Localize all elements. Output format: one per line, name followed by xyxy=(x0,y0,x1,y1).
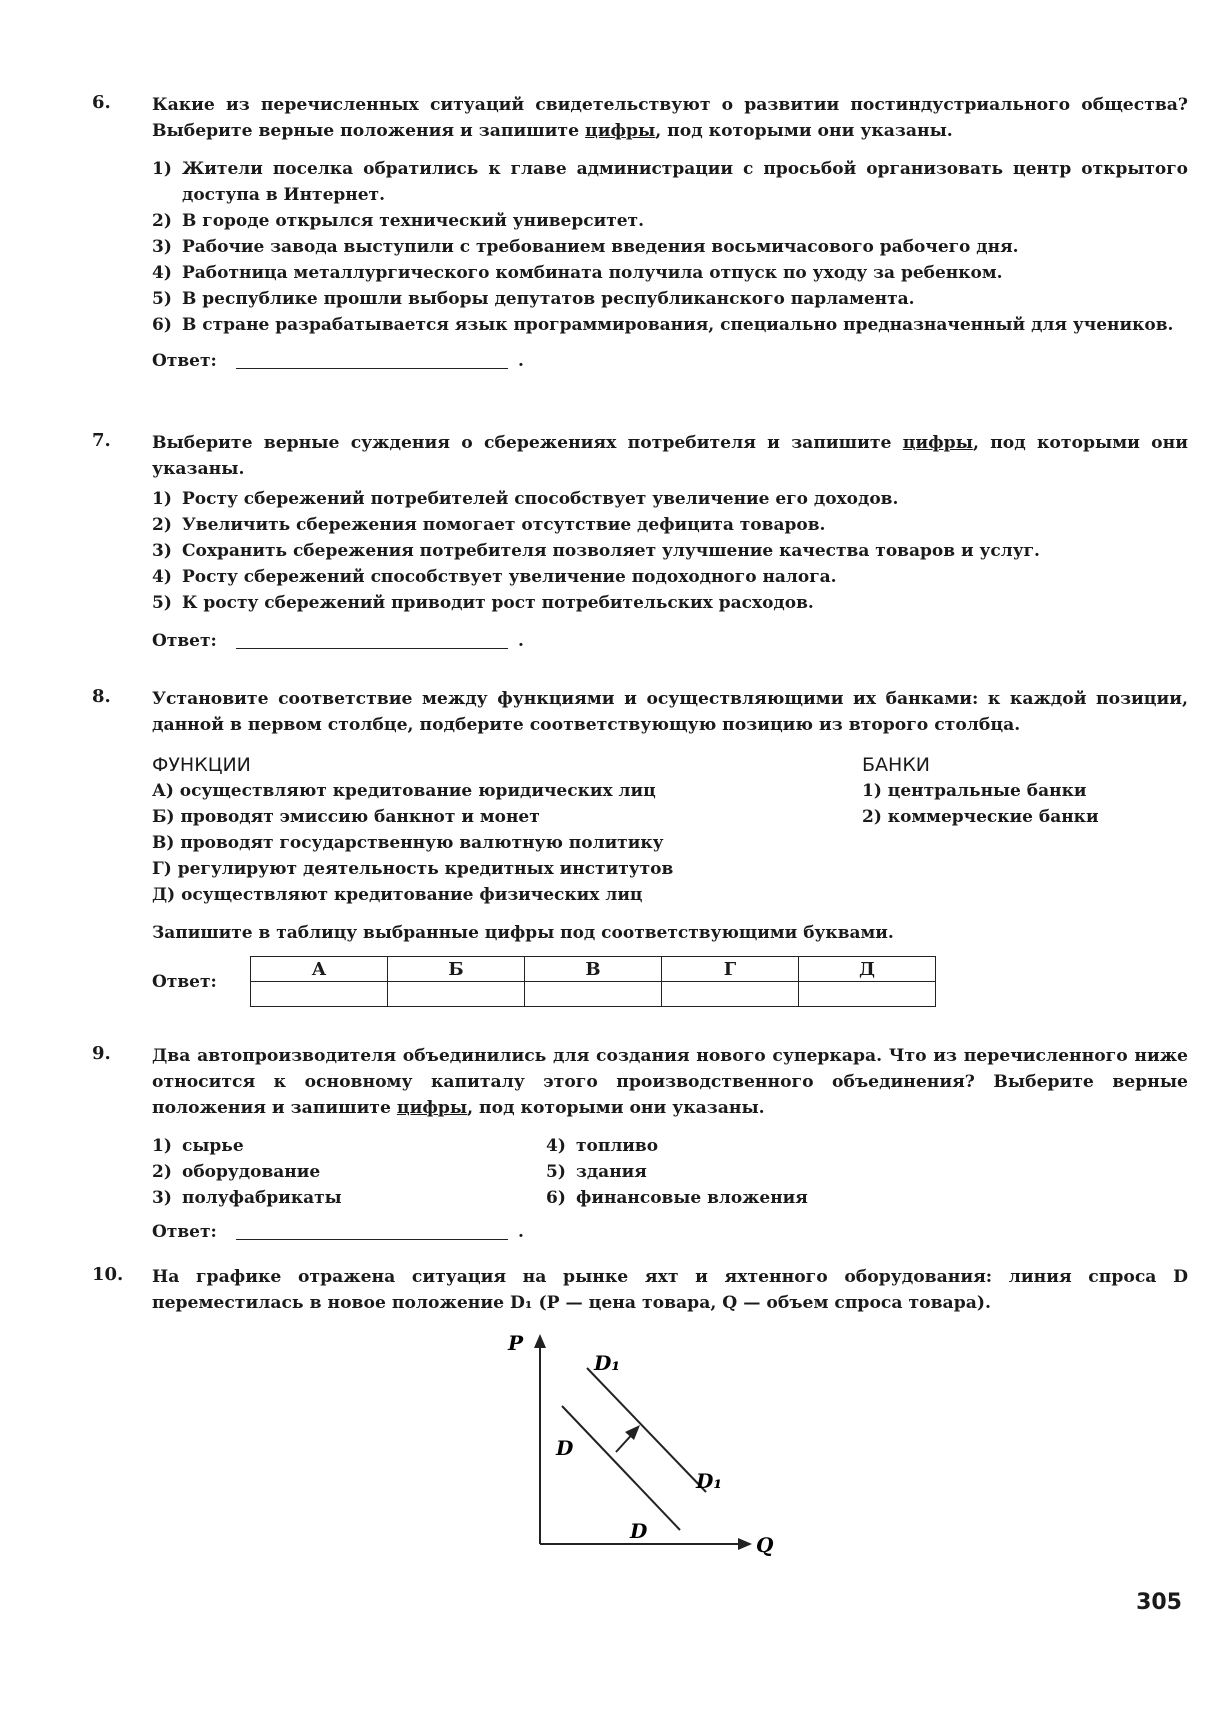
demand-shift-graph xyxy=(490,1330,780,1560)
list-item: 2) коммерческие банки xyxy=(862,807,1099,827)
table-header-cell: Б xyxy=(388,957,525,982)
answer-field[interactable]: Ответ: . xyxy=(152,1222,524,1242)
task-number: 8. xyxy=(92,686,111,707)
list-item: 2) В городе открылся технический университет. xyxy=(152,211,644,231)
list-item: 1) Жители поселка обратились к главе администрации с просьбой организовать центр открытого доступа в Интернет. xyxy=(152,159,1188,205)
line-label-d1: D₁ xyxy=(594,1351,621,1375)
line-label-d: D xyxy=(556,1436,574,1460)
task-number: 9. xyxy=(92,1043,111,1064)
line-label-d: D xyxy=(630,1519,648,1543)
emphasis-word: цифры xyxy=(396,1098,468,1118)
list-item: 1) центральные банки xyxy=(862,781,1087,801)
options-list xyxy=(152,156,1188,338)
answer-line[interactable] xyxy=(236,1239,508,1240)
options-list xyxy=(152,486,1188,616)
task-question: Выберите верные суждения о сбережениях потребителя и запишите цифры, под которыми они указаны. xyxy=(152,433,1188,479)
y-axis-arrow-icon xyxy=(534,1334,546,1348)
list-item: 5) К росту сбережений приводит рост потребительских расходов. xyxy=(152,593,814,613)
list-item: Д) осуществляют кредитование физических лиц xyxy=(152,885,643,905)
list-item: Б) проводят эмиссию банкнот и монет xyxy=(152,807,540,827)
answer-label: Ответ: xyxy=(152,631,217,651)
answer-cell[interactable] xyxy=(525,982,662,1007)
answer-label: Ответ: xyxy=(152,351,217,371)
banks-column xyxy=(862,752,1192,830)
list-item: 6) В стране разрабатывается язык программирования, специально предназначенный для учеников. xyxy=(152,315,1174,335)
list-item: 2) оборудование xyxy=(152,1162,321,1182)
list-item: 3) Сохранить сбережения потребителя позволяет улучшение качества товаров и услуг. xyxy=(152,541,1040,561)
answer-cell[interactable] xyxy=(388,982,525,1007)
task-number: 10. xyxy=(92,1264,124,1285)
list-item: 4) Росту сбережений способствует увеличение подоходного налога. xyxy=(152,567,837,587)
task-number: 7. xyxy=(92,430,111,451)
task-question: Два автопроизводителя объединились для создания нового суперкара. Что из перечисленного ниже относится к основному капиталу этого производственного объединения? Выберите верные положения и запишите цифры, под которыми они указаны. xyxy=(152,1046,1188,1118)
task-question: Какие из перечисленных ситуаций свидетельствуют о развитии постиндустриального общества? Выберите верные положения и запишите цифры, под которыми они указаны. xyxy=(152,95,1188,141)
list-item: 4) Работница металлургического комбината получила отпуск по уходу за ребенком. xyxy=(152,263,1003,283)
task-6 xyxy=(92,92,1188,374)
x-axis-arrow-icon xyxy=(738,1538,752,1550)
list-item: Г) регулируют деятельность кредитных институтов xyxy=(152,859,674,879)
answer-line[interactable] xyxy=(236,368,508,369)
list-item: 5) В республике прошли выборы депутатов республиканского парламента. xyxy=(152,289,915,309)
answer-table xyxy=(250,956,936,1007)
answer-field[interactable]: Ответ: . xyxy=(152,351,524,371)
task-number: 6. xyxy=(92,92,111,113)
matching-columns xyxy=(152,752,1188,912)
demand-line-d1 xyxy=(587,1368,706,1492)
answer-cell[interactable] xyxy=(799,982,936,1007)
instruction-note: Запишите в таблицу выбранные цифры под соответствующими буквами. xyxy=(152,923,894,943)
line-label-d1: D₁ xyxy=(696,1469,723,1493)
list-item: 5) здания xyxy=(546,1162,647,1182)
options-grid xyxy=(152,1133,1188,1217)
answer-table-block xyxy=(152,956,1188,1020)
table-header-cell: В xyxy=(525,957,662,982)
column-header: БАНКИ xyxy=(862,754,931,776)
task-8 xyxy=(92,686,1188,1020)
shift-arrow-head-icon xyxy=(625,1425,640,1440)
task-question: На графике отражена ситуация на рынке яхт и яхтенного оборудования: линия спроса D переместилась в новое положение D₁ (P — цена товара, Q — объем спроса товара). xyxy=(152,1267,1188,1313)
list-item: 3) Рабочие завода выступили с требованием введения восьмичасового рабочего дня. xyxy=(152,237,1019,257)
column-header: ФУНКЦИИ xyxy=(152,754,251,776)
task-9 xyxy=(92,1043,1188,1245)
demand-line-d xyxy=(562,1406,680,1530)
table-header-cell: Д xyxy=(799,957,936,982)
list-item: А) осуществляют кредитование юридических лиц xyxy=(152,781,656,801)
list-item: 6) финансовые вложения xyxy=(546,1188,808,1208)
answer-label: Ответ: xyxy=(152,1222,217,1242)
list-item: 4) топливо xyxy=(546,1136,659,1156)
page-number: 305 xyxy=(1136,1590,1182,1615)
emphasis-word: цифры xyxy=(585,121,656,141)
table-header-cell: Г xyxy=(662,957,799,982)
table-header-cell: А xyxy=(251,957,388,982)
answer-field[interactable]: Ответ: . xyxy=(152,631,524,651)
task-question: Установите соответствие между функциями и осуществляющими их банками: к каждой позиции, данной в первом столбце, подберите соответствующую позицию из второго столбца. xyxy=(152,689,1188,735)
y-axis-label: P xyxy=(508,1331,524,1355)
list-item: 1) сырье xyxy=(152,1136,244,1156)
functions-column xyxy=(152,752,792,908)
list-item: 2) Увеличить сбережения помогает отсутствие дефицита товаров. xyxy=(152,515,826,535)
emphasis-word: цифры xyxy=(902,433,973,453)
list-item: 3) полуфабрикаты xyxy=(152,1188,342,1208)
answer-line[interactable] xyxy=(236,648,508,649)
task-10 xyxy=(92,1264,1188,1316)
list-item: 1) Росту сбережений потребителей способствует увеличение его доходов. xyxy=(152,489,899,509)
answer-cell[interactable] xyxy=(662,982,799,1007)
x-axis-label: Q xyxy=(756,1533,774,1557)
answer-cell[interactable] xyxy=(251,982,388,1007)
answer-label: Ответ: xyxy=(152,972,217,992)
list-item: В) проводят государственную валютную политику xyxy=(152,833,664,853)
task-7 xyxy=(92,430,1188,654)
